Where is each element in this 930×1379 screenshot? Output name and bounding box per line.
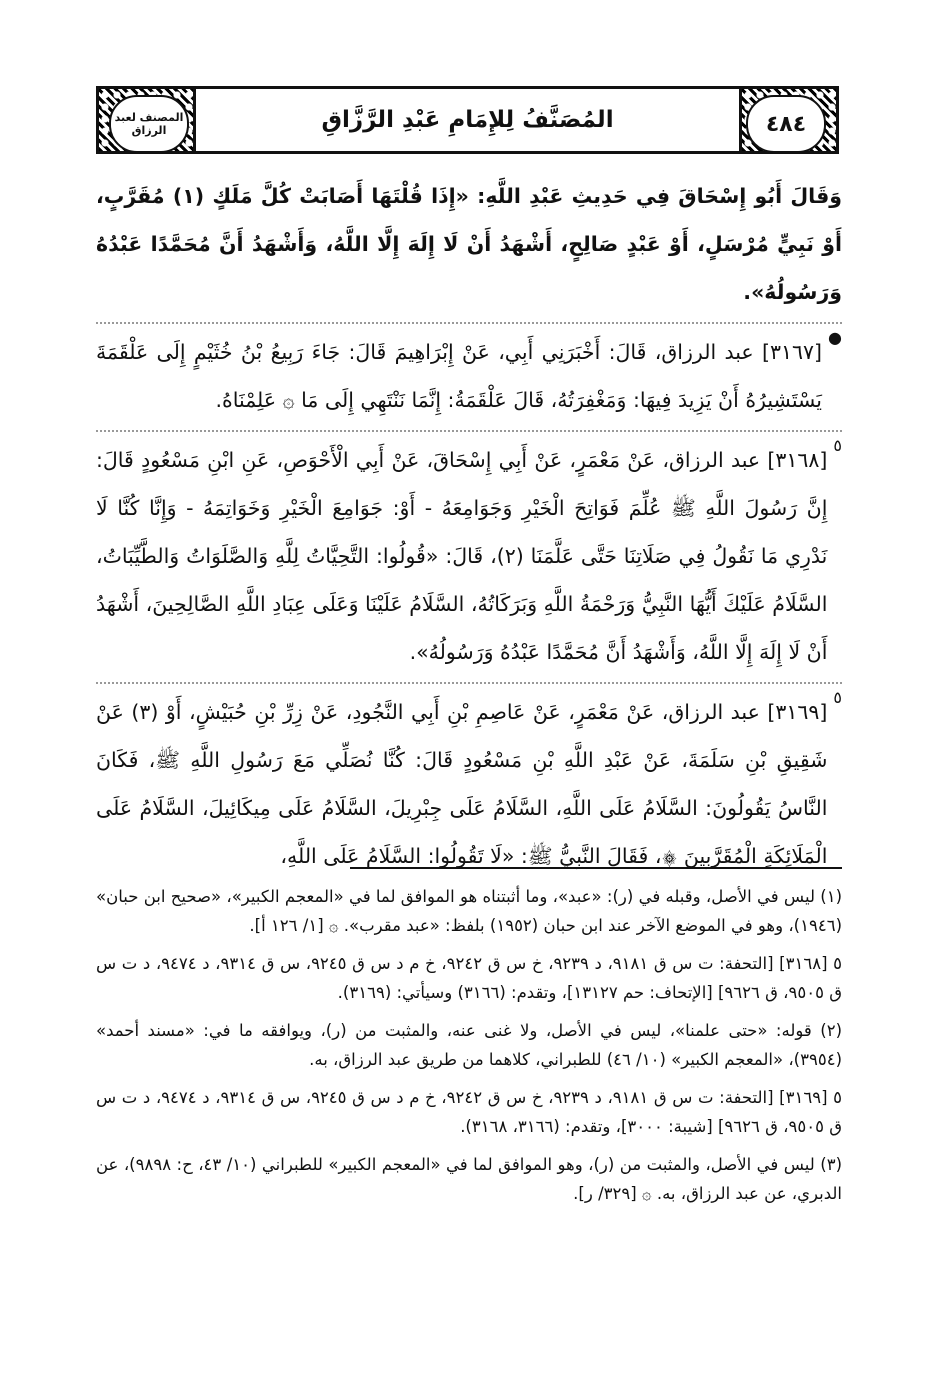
header-title-box — [196, 86, 739, 154]
footnote-3: (٣) ليس في الأصل، والمثبت من (ر)، وهو الموافق لما في «المعجم الكبير» للطبراني (١٠/ ٤٣، ح: ٩٨٩٨)، عن الدبري، عن عبد الرزاق، به. ۞ [٣٢٩/ ر]. — [96, 1155, 842, 1203]
footnote-takhrij-3168: ٥ [٣١٦٨] [التحفة: ت س ق ٩١٨١، د ٩٢٣٩، خ س ق ٩٢٤٢، خ م د س ق ٩٢٤٥، س ق ٩٣١٤، د ٩٤٧٤، د ت س ق ٩٥٠٥، ق ٩٦٢٦] [الإتحاف: حم ١٣١٢٧]، وتقدم: (٣١٦٦) وسيأتي: (٣١٦٩). — [96, 954, 842, 1002]
hadith-text: [٣١٦٧] عبد الرزاق، قَالَ: أَخْبَرَنِي أَبِي، عَنْ إِبْرَاهِيمَ قَالَ: جَاءَ رَبِيعُ بْنُ خُثَيْمٍ إِلَى عَلْقَمَةَ يَسْتَشِيرُهُ أَنْ يَزِيدَ فِيهَا: وَمَغْفِرَتُهُ، قَالَ عَلْقَمَةُ: إِنَّمَا نَنْتَهِي إِلَى مَا ۞ عَلِمْنَاهُ. — [96, 340, 823, 412]
page-header — [96, 86, 839, 154]
footnote-takhrij-3169: ٥ [٣١٦٩] [التحفة: ت س ق ٩١٨١، د ٩٢٣٩، خ س ق ٩٢٤٢، خ م د س ق ٩٢٤٥، س ق ٩٣١٤، د ٩٤٧٤، د ت س ق ٩٥٠٥، ق ٩٦٢٦] [شيبة: ٣٠٠٠]، وتقدم: (٣١٦٦، ٣١٦٨). — [96, 1088, 842, 1136]
hadith-3168 — [96, 430, 842, 676]
hadith-3169 — [96, 682, 842, 880]
main-text — [96, 172, 842, 880]
seal-logo: المصنف لعبد الرزاق — [109, 95, 189, 153]
hadith-marker: ٥ — [833, 436, 842, 455]
footnote-separator — [350, 867, 842, 869]
footnote-1: (١) ليس في الأصل، وقبله في (ر): «عبد»، وما أثبتناه هو الموافق لما في «المعجم الكبير»، «صحيح ابن حبان» (١٩٤٦)، وهو في الموضع الآخر عند ابن حبان (١٩٥٢) بلفظ: «عبد مقرب». ۞ [١/ ١٢٦ أ]. — [96, 887, 842, 935]
hadith-text: [٣١٦٩] عبد الرزاق، عَنْ مَعْمَرٍ، عَنْ عَاصِمِ بْنِ أَبِي النَّجُودِ، عَنْ زِرِّ بْنِ حُبَيْشٍ، أَوْ (٣) عَنْ شَقِيقِ بْنِ سَلَمَةَ، عَنْ عَبْدِ اللَّهِ بْنِ مَسْعُودٍ قَالَ: كُنَّا نُصَلِّي مَعَ رَسُولِ اللَّهِ ﷺ، فَكَانَ النَّاسُ يَقُولُونَ: السَّلَامُ عَلَى اللَّهِ، السَّلَامُ عَلَى جِبْرِيلَ، السَّلَامُ عَلَى مِيكَائِيلَ، السَّلَامُ عَلَى الْمَلَائِكَةِ الْمُقَرَّبِينَ ۞، فَقَالَ النَّبِيُّ ﷺ: «لَا تَقُولُوا: السَّلَامُ عَلَى اللَّهِ، — [96, 700, 828, 868]
bullet-marker: ● — [828, 328, 842, 347]
footnotes — [96, 882, 842, 1217]
page-number: ٤٨٤ — [746, 95, 826, 153]
hadith-text: [٣١٦٨] عبد الرزاق، عَنْ مَعْمَرٍ، عَنْ أَبِي إِسْحَاقَ، عَنْ أَبِي الْأَحْوَصِ، عَنِ ابْنِ مَسْعُودٍ قَالَ: إِنَّ رَسُولَ اللَّهِ ﷺ عُلِّمَ فَوَاتِحَ الْخَيْرِ وَجَوَامِعَهُ - أَوْ: جَوَامِعَ الْخَيْرِ وَخَوَاتِمَهُ - وَإِنَّا كُنَّا لَا نَدْرِي مَا نَقُولُ فِي صَلَاتِنَا حَتَّى عَلَّمَنَا (٢)، قَالَ: «قُولُوا: التَّحِيَّاتُ لِلَّهِ وَالصَّلَوَاتُ وَالطَّيِّبَاتُ، السَّلَامُ عَلَيْكَ أَيُّهَا النَّبِيُّ وَرَحْمَةُ اللَّهِ وَبَرَكَاتُهُ، السَّلَامُ عَلَيْنَا وَعَلَى عِبَادِ اللَّهِ الصَّالِحِينَ، أَشْهَدُ أَنْ لَا إِلَهَ إِلَّا اللَّهُ، وَأَشْهَدُ أَنَّ مُحَمَّدًا عَبْدُهُ وَرَسُولُهُ». — [96, 448, 828, 664]
paragraph-intro: وَقَالَ أَبُو إِسْحَاقَ فِي حَدِيثِ عَبْدِ اللَّهِ: «إِذَا قُلْتَهَا أَصَابَتْ كُلَّ مَلَكٍ (١) مُقَرَّبٍ، أَوْ نَبِيٍّ مُرْسَلٍ، أَوْ عَبْدٍ صَالِحٍ، أَشْهَدُ أَنْ لَا إِلَهَ إِلَّا اللَّهُ، وَأَشْهَدُ أَنَّ مُحَمَّدًا عَبْدُهُ وَرَسُولُهُ». — [96, 184, 842, 304]
hadith-marker: ٥ — [833, 688, 842, 707]
header-ornament-left — [96, 86, 196, 154]
header-ornament-right — [739, 86, 839, 154]
hadith-3167 — [96, 322, 842, 424]
footnote-2: (٢) قوله: «حتى علمنا»، ليس في الأصل، ولا غنى عنه، والمثبت من (ر)، ويوافقه ما في: «مسند أحمد» (٣٩٥٤)، «المعجم الكبير» (١٠/ ٤٦) للطبراني، كلاهما من طريق عبد الرزاق، به. — [96, 1021, 842, 1069]
running-title: المُصَنَّفُ لِلإِمَامِ عَبْدِ الرَّزَّاقِ — [321, 107, 614, 133]
